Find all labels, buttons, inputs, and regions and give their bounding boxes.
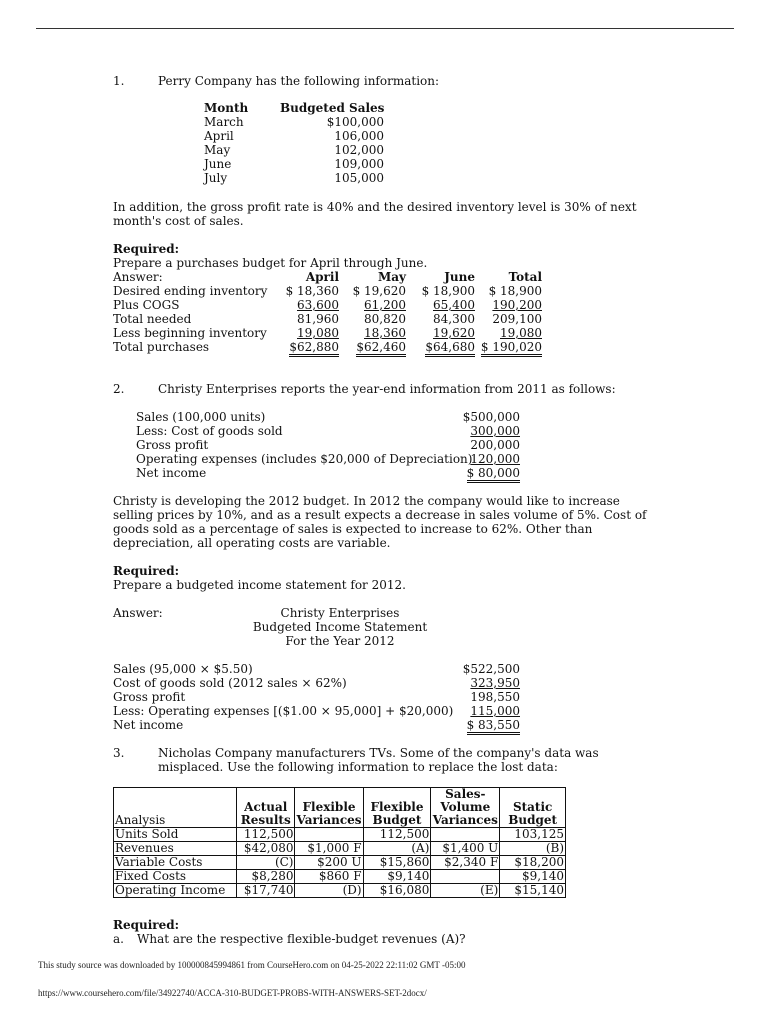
q2-2012-label: Gross profit	[113, 690, 186, 704]
q3-cell: $42,080	[237, 842, 295, 856]
q3-question-a: What are the respective flexible-budget revenues (A)?	[137, 932, 466, 946]
q3-row-label: Revenues	[114, 842, 237, 856]
q3-cell	[431, 828, 500, 842]
q3-cell: $18,200	[500, 856, 566, 870]
q1-row-label: Total purchases	[113, 340, 210, 354]
q2-2011-label: Less: Cost of goods sold	[136, 424, 283, 438]
q3-required-label: Required:	[113, 918, 180, 932]
q3-cell: $15,860	[363, 856, 431, 870]
q1-intro: Perry Company has the following information:	[158, 74, 440, 88]
q3-cell: 112,500	[363, 828, 431, 842]
q1-month: July	[204, 171, 228, 185]
q2-2011-label: Operating expenses (includes $20,000 of Depreciation)	[136, 452, 473, 466]
q3-cell: $1,000 F	[295, 842, 363, 856]
q1-addition-line: In addition, the gross profit rate is 40% and the desired inventory level is 30% of next	[113, 200, 637, 214]
q3-cell: $200 U	[295, 856, 363, 870]
q1-cell: 81,960	[297, 312, 339, 326]
q3-variance-table	[113, 787, 566, 898]
q3-cell: (D)	[295, 884, 363, 898]
q3-number: 3.	[113, 746, 125, 760]
table-row	[114, 828, 566, 842]
q1-cell: $ 19,620	[352, 284, 406, 298]
q3-header-cell: Actual Results	[237, 788, 295, 828]
q2-answer-label: Answer:	[113, 606, 163, 620]
q1-month: April	[204, 129, 234, 143]
q2-para-line: selling prices by 10%, and as a result expects a decrease in sales volume of 5%. Cost of	[113, 508, 647, 522]
q3-cell	[295, 828, 363, 842]
q2-2012-value: $ 83,550	[467, 718, 520, 735]
q1-cell: 19,080	[500, 326, 542, 340]
q3-cell: 103,125	[500, 828, 566, 842]
q2-title-line: Christy Enterprises	[280, 606, 400, 620]
q3-cell: $9,140	[500, 870, 566, 884]
q2-2012-value: 115,000	[470, 704, 520, 718]
q3-header-cell: Flexible Budget	[363, 788, 431, 828]
q3-cell: $2,340 F	[431, 856, 500, 870]
q1-row-label: Total needed	[113, 312, 192, 326]
q2-para-line: goods sold as a percentage of sales is expected to increase to 62%. Other than	[113, 522, 593, 536]
q2-2011-value: $500,000	[462, 410, 520, 424]
q3-cell: $9,140	[363, 870, 431, 884]
q3-header-cell: Flexible Variances	[295, 788, 363, 828]
q1-row-label: Plus COGS	[113, 298, 180, 312]
q1-cell: 19,620	[433, 326, 475, 340]
q1-cell: 209,100	[492, 312, 542, 326]
q1-sales: 109,000	[334, 157, 384, 171]
q1-cell: 65,400	[433, 298, 475, 312]
q3-cell: (B)	[500, 842, 566, 856]
q1-sales: $100,000	[326, 115, 384, 129]
q3-intro-line: Nicholas Company manufacturers TVs. Some of the company's data was	[158, 746, 599, 760]
q3-cell: $8,280	[237, 870, 295, 884]
q1-cell: $ 18,900	[421, 284, 475, 298]
q3-cell	[431, 870, 500, 884]
q1-cell: $64,680	[425, 340, 475, 357]
q2-2012-value: 323,950	[470, 676, 520, 690]
q2-para-line: depreciation, all operating costs are variable.	[113, 536, 391, 550]
q2-2011-value: 120,000	[470, 452, 520, 466]
q1-answer-label: Answer:	[113, 270, 163, 284]
q3-row-label: Operating Income	[114, 884, 237, 898]
q1-cell: 84,300	[433, 312, 475, 326]
q1-sales: 105,000	[334, 171, 384, 185]
q1-sales-header: Budgeted Sales	[280, 101, 385, 115]
q2-title-line: Budgeted Income Statement	[252, 620, 428, 634]
q3-cell: 112,500	[237, 828, 295, 842]
q2-para-line: Christy is developing the 2012 budget. In 2012 the company would like to increase	[113, 494, 620, 508]
q3-cell: (E)	[431, 884, 500, 898]
q1-month: May	[204, 143, 231, 157]
q3-question-a-marker: a.	[113, 932, 124, 946]
q2-2011-label: Gross profit	[136, 438, 209, 452]
q3-cell: $860 F	[295, 870, 363, 884]
table-row	[114, 842, 566, 856]
q2-number: 2.	[113, 382, 125, 396]
q1-cell: 19,080	[297, 326, 339, 340]
q1-row-label: Desired ending inventory	[113, 284, 268, 298]
q1-col-header: June	[444, 270, 475, 284]
q1-cell: $ 190,020	[481, 340, 542, 357]
q1-sales: 102,000	[334, 143, 384, 157]
q1-col-header: April	[305, 270, 339, 284]
q1-cell: 63,600	[297, 298, 339, 312]
source-url-link[interactable]: https://www.coursehero.com/file/34922740/ACCA-310-BUDGET-PROBS-WITH-ANSWERS-SET-2docx/	[38, 988, 427, 998]
q3-row-label: Units Sold	[114, 828, 237, 842]
q2-2012-label: Cost of goods sold (2012 sales × 62%)	[113, 676, 347, 690]
q3-row-label: Fixed Costs	[114, 870, 237, 884]
q2-required-label: Required:	[113, 564, 180, 578]
q1-cell: $62,460	[356, 340, 406, 357]
table-row	[114, 870, 566, 884]
q2-2011-value: $ 80,000	[467, 466, 520, 483]
q3-cell: $1,400 U	[431, 842, 500, 856]
q1-month-header: Month	[204, 101, 249, 115]
q2-2012-label: Sales (95,000 × $5.50)	[113, 662, 253, 676]
q1-addition-line: month's cost of sales.	[113, 214, 244, 228]
download-note: This study source was downloaded by 100000845994861 from CourseHero.com on 04-25-2022 22:11:02 GMT -05:00	[38, 960, 466, 970]
q2-2012-value: $522,500	[462, 662, 520, 676]
q3-cell: $15,140	[500, 884, 566, 898]
q2-required-text: Prepare a budgeted income statement for 2012.	[113, 578, 406, 592]
q1-cell: 18,360	[364, 326, 406, 340]
q1-cell: $ 18,360	[285, 284, 339, 298]
q1-cell: 80,820	[364, 312, 406, 326]
q3-header-cell: Sales- Volume Variances	[432, 787, 498, 827]
q1-cell: 190,200	[492, 298, 542, 312]
q1-required-label: Required:	[113, 242, 180, 256]
q2-2011-label: Sales (100,000 units)	[136, 410, 266, 424]
q3-cell: (C)	[237, 856, 295, 870]
q1-month: March	[204, 115, 244, 129]
q1-required-text: Prepare a purchases budget for April through June.	[113, 256, 428, 270]
q1-cell: 61,200	[364, 298, 406, 312]
q1-sales: 106,000	[334, 129, 384, 143]
q3-header-cell: Static Budget	[500, 788, 566, 828]
q2-title-line: For the Year 2012	[285, 634, 395, 648]
q3-intro-line: misplaced. Use the following information to replace the lost data:	[158, 760, 558, 774]
q2-2012-label: Net income	[113, 718, 184, 732]
table-row	[114, 884, 566, 898]
q1-col-header: Total	[508, 270, 542, 284]
q1-cell: $62,880	[289, 340, 339, 357]
q2-2011-label: Net income	[136, 466, 207, 480]
q3-cell: (A)	[363, 842, 431, 856]
q2-2011-value: 200,000	[470, 438, 520, 452]
q1-row-label: Less beginning inventory	[113, 326, 267, 340]
q3-cell: $16,080	[363, 884, 431, 898]
top-rule	[36, 28, 734, 29]
q1-month: June	[204, 157, 232, 171]
q2-2012-value: 198,550	[470, 690, 520, 704]
q2-2012-label: Less: Operating expenses [($1.00 × 95,000] + $20,000)	[113, 704, 454, 718]
q1-number: 1.	[113, 74, 125, 88]
q3-header-cell: Analysis	[114, 788, 237, 828]
q3-header-row	[114, 788, 566, 828]
q3-row-label: Variable Costs	[114, 856, 237, 870]
q2-intro: Christy Enterprises reports the year-end information from 2011 as follows:	[158, 382, 616, 396]
q1-cell: $ 18,900	[488, 284, 542, 298]
q1-col-header: May	[377, 270, 406, 284]
table-row	[114, 856, 566, 870]
q2-2011-value: 300,000	[470, 424, 520, 438]
q3-cell: $17,740	[237, 884, 295, 898]
